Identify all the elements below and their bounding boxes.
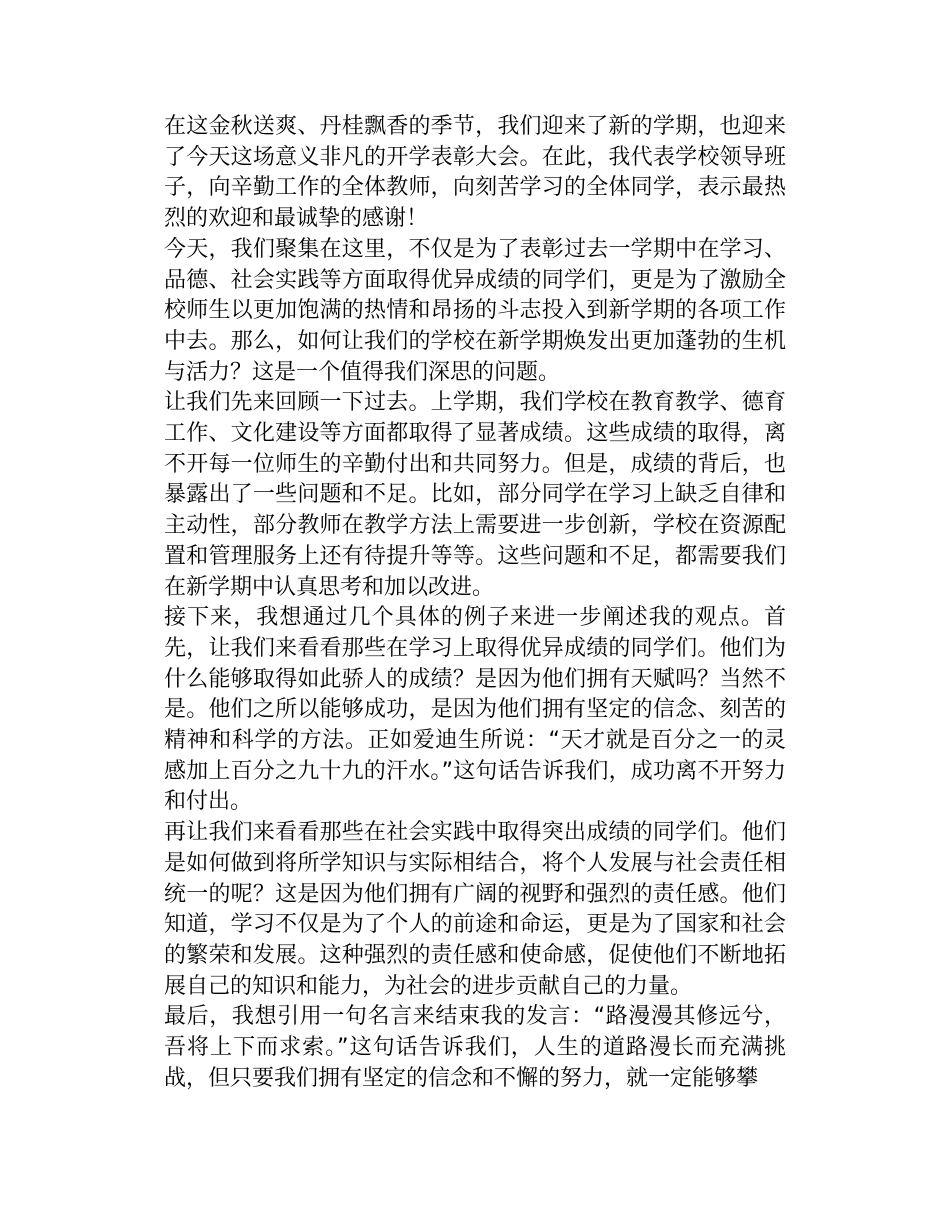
paragraph-examples-practice: 再让我们来看看那些在社会实践中取得突出成绩的同学们。他们是如何做到将所学知识与实际相结合，将个人发展与社会责任相统一的呢？这是因为他们拥有广阔的视野和强烈的责任感。他们知道，学习不仅是为了个人的前途和命运，更是为了国家和社会的繁荣和发展。这种强烈的责任感和使命感，促使他们不断地拓展自己的知识和能力，为社会的进步贡献自己的力量。 xyxy=(164,820,786,999)
paragraph-closing: 最后，我想引用一句名言来结束我的发言：“路漫漫其修远兮，吾将上下而求索。”这句话告诉我们，人生的道路漫长而充满挑战，但只要我们拥有坚定的信念和不懈的努力，就一定能够攀 xyxy=(164,1004,786,1091)
paragraph-examples-study: 接下来，我想通过几个具体的例子来进一步阐述我的观点。首先，让我们来看看那些在学习上取得优异成绩的同学们。他们为什么能够取得如此骄人的成绩？是因为他们拥有天赋吗？当然不是。他们之所以能够成功，是因为他们拥有坚定的信念、刻苦的精神和科学的方法。正如爱迪生所说：“天才就是百分之一的灵感加上百分之九十九的汗水。”这句话告诉我们，成功离不开努力和付出。 xyxy=(164,605,786,815)
speech-body xyxy=(164,112,786,1095)
paragraph-opening: 在这金秋送爽、丹桂飘香的季节，我们迎来了新的学期，也迎来了今天这场意义非凡的开学表彰大会。在此，我代表学校领导班子，向辛勤工作的全体教师，向刻苦学习的全体同学，表示最热烈的欢迎和最诚挚的感谢！ xyxy=(164,114,786,232)
paragraph-review: 让我们先来回顾一下过去。上学期，我们学校在教育教学、德育工作、文化建设等方面都取得了显著成绩。这些成绩的取得，离不开每一位师生的辛勤付出和共同努力。但是，成绩的背后，也暴露出了一些问题和不足。比如，部分同学在学习上缺乏自律和主动性，部分教师在教学方法上需要进一步创新，学校在资源配置和管理服务上还有待提升等等。这些问题和不足，都需要我们在新学期中认真思考和加以改进。 xyxy=(164,390,786,600)
paragraph-purpose: 今天，我们聚集在这里，不仅是为了表彰过去一学期中在学习、品德、社会实践等方面取得优异成绩的同学们，更是为了激励全校师生以更加饱满的热情和昂扬的斗志投入到新学期的各项工作中去。那么，如何让我们的学校在新学期焕发出更加蓬勃的生机与活力？这是一个值得我们深思的问题。 xyxy=(164,236,786,385)
